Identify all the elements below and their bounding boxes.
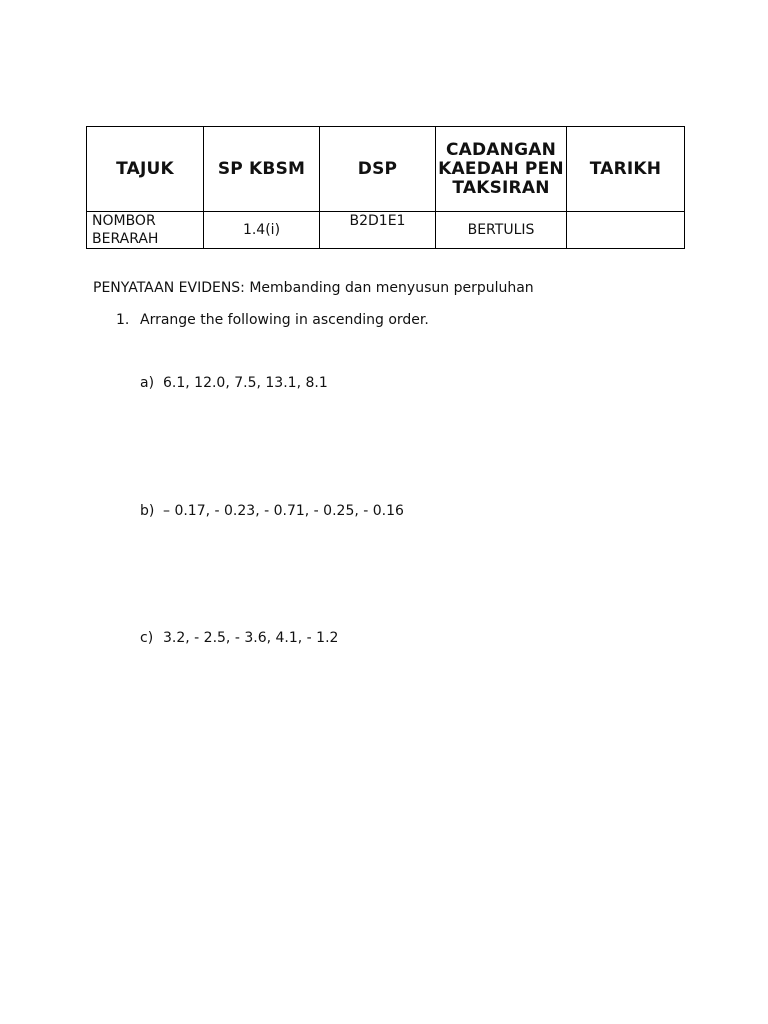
question-1 — [116, 311, 429, 329]
info-table — [86, 126, 685, 249]
header-sp-kbsm: SP KBSM — [204, 127, 320, 212]
part-a — [140, 374, 328, 392]
part-text: – 0.17, - 0.23, - 0.71, - 0.25, - 0.16 — [163, 503, 404, 519]
header-cadangan-kaedah-pentaksiran: CADANGAN KAEDAH PENTAKSIRAN — [436, 127, 567, 212]
part-b — [140, 502, 404, 520]
cell-tajuk: NOMBOR BERARAH — [87, 212, 204, 249]
question-number: 1. — [116, 312, 130, 328]
table-row — [87, 212, 685, 249]
part-text: 6.1, 12.0, 7.5, 13.1, 8.1 — [163, 375, 328, 391]
part-label: b) — [140, 503, 155, 519]
cell-tarikh — [567, 212, 685, 249]
evidence-statement: PENYATAAN EVIDENS: Membanding dan menyusun perpuluhan — [93, 280, 534, 296]
part-c — [140, 629, 338, 647]
part-label: a) — [140, 375, 155, 391]
table-header-row — [87, 127, 685, 212]
part-text: 3.2, - 2.5, - 3.6, 4.1, - 1.2 — [163, 630, 339, 646]
header-dsp: DSP — [320, 127, 436, 212]
question-text: Arrange the following in ascending order. — [140, 312, 429, 328]
cell-kaedah: BERTULIS — [436, 212, 567, 249]
cell-sp-kbsm: 1.4(i) — [204, 212, 320, 249]
cell-dsp: B2D1E1 — [320, 212, 436, 249]
part-label: c) — [140, 630, 154, 646]
header-tarikh: TARIKH — [567, 127, 685, 212]
header-tajuk: TAJUK — [87, 127, 204, 212]
